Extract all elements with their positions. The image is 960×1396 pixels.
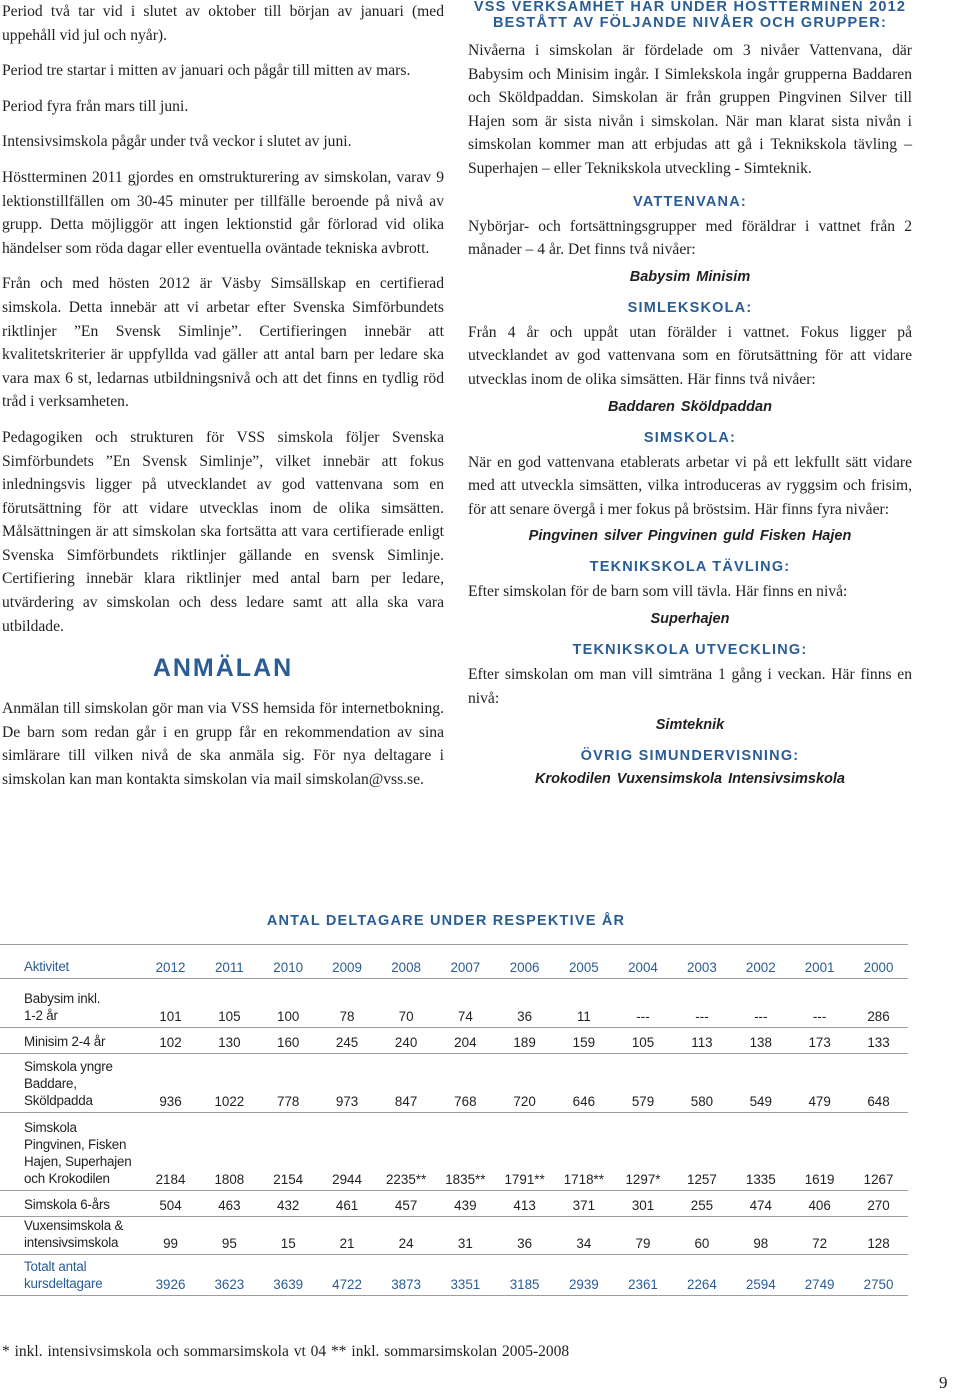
section-text-teknikskola-tavling: Efter simskolan för de barn som vill tävla. Här finns en nivå: bbox=[468, 583, 848, 601]
value-cell: 720 bbox=[513, 1094, 536, 1109]
section-title-ovrig: ÖVRIG SIMUNDERVISNING: bbox=[580, 748, 800, 765]
value-cell: 1267 bbox=[863, 1172, 894, 1187]
value-cell: 21 bbox=[339, 1236, 355, 1251]
value-cell: 270 bbox=[867, 1198, 890, 1213]
paragraph-certification: Från och med hösten 2012 är Väsby Simsällskap en certifierad simskola. Detta innebär att vi arbetar efter Svenska Simförbundets riktlinjer ”En Svensk Simlinje”. Certifieringen innebär att kvalitetskriterier är uppfyllda vad gäller att antal barn per ledare ska vara max 6 st, ledarnas utbildningsnivå och att det finns en tydlig röd tråd i verksamheten. bbox=[2, 275, 444, 411]
value-cell: 3623 bbox=[214, 1277, 245, 1292]
value-cell: 95 bbox=[221, 1236, 237, 1251]
participants-table-body bbox=[0, 945, 908, 1296]
row-label-cell: Aktivitet bbox=[24, 959, 70, 974]
anmalan-heading: ANMÄLAN bbox=[152, 654, 294, 683]
value-cell: 204 bbox=[454, 1035, 477, 1050]
value-cell: 173 bbox=[808, 1035, 831, 1050]
section-text-simlekskola: Från 4 år och uppåt utan förälder i vattnet. Fokus ligger på utvecklandet av god vattenvana som en förutsättning för att vidare utvecklas inom de olika simsätten. Här finns två nivåer: bbox=[468, 323, 912, 388]
value-cell: 98 bbox=[753, 1236, 769, 1251]
row-label-cell: Simskola Pingvinen, Fisken Hajen, Superhajen och Krokodilen bbox=[24, 1120, 132, 1186]
value-cell: 2002 bbox=[745, 960, 776, 975]
value-cell: 2001 bbox=[804, 960, 835, 975]
value-cell: 2184 bbox=[155, 1172, 186, 1187]
value-cell: 101 bbox=[159, 1009, 182, 1024]
paragraph-anmalan: Anmälan till simskolan gör man via VSS hemsida för internetbokning. De barn som redan går i en grupp får en rekommendation av sina simlärare till vilken nivå de ska anmäla sig. För nya deltagare i simskolan kan man kontakta simskolan via mail simskolan@vss.se. bbox=[2, 700, 444, 789]
table-total-row bbox=[0, 1255, 908, 1296]
value-cell: 439 bbox=[454, 1198, 477, 1213]
value-cell: 189 bbox=[513, 1035, 536, 1050]
value-cell: 34 bbox=[576, 1236, 592, 1251]
table-row bbox=[0, 1028, 908, 1054]
value-cell: 138 bbox=[749, 1035, 772, 1050]
row-label-cell: Totalt antal kursdeltagare bbox=[24, 1259, 103, 1291]
value-cell: 1297* bbox=[625, 1172, 661, 1187]
value-cell: 78 bbox=[339, 1009, 355, 1024]
value-cell: 2003 bbox=[687, 960, 717, 975]
footnote: * inkl. intensivsimskola och sommarsimskola vt 04 ** inkl. sommarsimskolan 2005-2008 bbox=[2, 1343, 570, 1360]
value-cell: 105 bbox=[631, 1035, 655, 1050]
paragraph-pedagogy: Pedagogiken och strukturen för VSS simskola följer Svenska Simförbundets ”En Svensk Simlinje”, vilket innebär att fokus inledningsvis ligger på utvecklandet av god vattenvana som en förutsättning för att vidare utvecklas inom de olika simsätten. Målsättningen är att simskolan ska fortsätta att vara certifierade enligt Svenska Simförbundets riktlinjer gällande en svensk Simlinje. Certifiering innebär klara riktlinjer med antal barn per ledare, utvärdering av simskolan och dess ledare samt att alla ska vara utbildade. bbox=[2, 428, 444, 635]
value-cell: 461 bbox=[335, 1198, 359, 1213]
row-label-cell: Minisim 2-4 år bbox=[24, 1034, 106, 1049]
value-cell: 2007 bbox=[450, 960, 481, 975]
value-cell: 2006 bbox=[509, 960, 540, 975]
value-cell: 768 bbox=[454, 1094, 477, 1109]
paragraph-period-two: Period två tar vid i slutet av oktober till början av januari (med uppehåll vid jul och nyår). bbox=[2, 3, 444, 44]
section-text-teknikskola-utveckling: Efter simskolan om man vill simträna 1 gång i veckan. Här finns en nivå: bbox=[468, 665, 912, 707]
value-cell: 133 bbox=[867, 1035, 890, 1050]
levels-teknikskola-utveckling: Simteknik bbox=[655, 717, 725, 734]
value-cell: 2011 bbox=[214, 960, 244, 975]
value-cell: --- bbox=[636, 1009, 650, 1024]
value-cell: 479 bbox=[808, 1094, 831, 1109]
section-title-simskola: SIMSKOLA: bbox=[643, 429, 737, 446]
value-cell: 60 bbox=[694, 1236, 710, 1251]
value-cell: 1257 bbox=[687, 1172, 717, 1187]
value-cell: 2004 bbox=[628, 960, 658, 975]
value-cell: 1808 bbox=[214, 1172, 245, 1187]
value-cell: 2594 bbox=[745, 1277, 776, 1292]
value-cell: 371 bbox=[572, 1198, 596, 1213]
row-label-cell: Vuxensimskola & intensivsimskola bbox=[24, 1218, 124, 1250]
value-cell: 2235** bbox=[385, 1172, 427, 1187]
value-cell: 3351 bbox=[450, 1277, 481, 1292]
value-cell: 2264 bbox=[687, 1277, 717, 1292]
participants-table bbox=[0, 944, 908, 1296]
value-cell: 79 bbox=[635, 1236, 651, 1251]
value-cell: 2749 bbox=[804, 1277, 835, 1292]
right-column bbox=[468, 0, 912, 795]
table-row bbox=[0, 1191, 908, 1217]
value-cell: 36 bbox=[517, 1236, 533, 1251]
levels-simskola: Pingvinen silver Pingvinen guld Fisken Hajen bbox=[528, 528, 852, 545]
levels-simlekskola: Baddaren Sköldpaddan bbox=[608, 398, 772, 415]
value-cell: 113 bbox=[691, 1035, 713, 1050]
value-cell: 549 bbox=[749, 1094, 772, 1109]
left-column bbox=[2, 0, 444, 804]
value-cell: 24 bbox=[398, 1236, 414, 1251]
row-label-cell: Simskola yngre Baddare, Sköldpadda bbox=[24, 1059, 113, 1108]
value-cell: 847 bbox=[394, 1094, 418, 1109]
value-cell: 4722 bbox=[332, 1277, 362, 1292]
paragraph-period-four: Period fyra från mars till juni. bbox=[2, 97, 189, 115]
value-cell: 2009 bbox=[332, 960, 362, 975]
value-cell: 15 bbox=[280, 1236, 296, 1251]
value-cell: 504 bbox=[159, 1198, 182, 1213]
value-cell: 2008 bbox=[391, 960, 421, 975]
value-cell: 2939 bbox=[568, 1277, 599, 1292]
levels-heading: VSS VERKSAMHET HAR UNDER HÖSTTERMINEN 2012 BESTÅTT AV FÖLJANDE NIVÅER OCH GRUPPER: bbox=[473, 0, 907, 31]
table-header-row bbox=[0, 945, 908, 979]
value-cell: 2000 bbox=[863, 960, 894, 975]
value-cell: 3639 bbox=[273, 1277, 304, 1292]
value-cell: --- bbox=[812, 1009, 827, 1024]
value-cell: 579 bbox=[631, 1094, 655, 1109]
value-cell: 648 bbox=[867, 1094, 890, 1109]
value-cell: 128 bbox=[867, 1236, 890, 1251]
value-cell: 474 bbox=[749, 1198, 772, 1213]
value-cell: 11 bbox=[576, 1009, 591, 1024]
value-cell: 160 bbox=[277, 1035, 300, 1050]
page-number: 9 bbox=[939, 1373, 948, 1392]
value-cell: 2012 bbox=[155, 960, 186, 975]
value-cell: 2750 bbox=[863, 1277, 894, 1292]
value-cell: 100 bbox=[277, 1009, 300, 1024]
value-cell: 74 bbox=[457, 1009, 473, 1024]
value-cell: 255 bbox=[690, 1198, 714, 1213]
value-cell: 2154 bbox=[273, 1172, 304, 1187]
value-cell: 778 bbox=[277, 1094, 300, 1109]
value-cell: 432 bbox=[277, 1198, 300, 1213]
value-cell: --- bbox=[695, 1009, 709, 1024]
value-cell: 36 bbox=[517, 1009, 533, 1024]
value-cell: 936 bbox=[159, 1094, 182, 1109]
value-cell: 286 bbox=[867, 1009, 890, 1024]
value-cell: 2010 bbox=[273, 960, 304, 975]
value-cell: 3926 bbox=[155, 1277, 186, 1292]
value-cell: --- bbox=[754, 1009, 768, 1024]
section-text-simskola: När en god vattenvana etablerats arbetar vi på ett lekfullt sätt vidare med att utveckla simsätten, vilka introduceras av ryggsim och frisim, för att senare övergå i mer fokus på bröstsim. Här finns fyra nivåer: bbox=[468, 453, 912, 518]
row-label-cell: Simskola 6-års bbox=[24, 1197, 110, 1212]
paragraph-restructuring: Höstterminen 2011 gjordes en omstrukturering av simskolan, varav 9 lektionstillfällen om 30-45 minuter per tillfälle beroende på nivå av grupp. Detta möjliggör att ingen lektionstid går förlorad vid olika händelser som röda dagar eller eventuella oväntade tekniska avbrott. bbox=[2, 168, 444, 257]
value-cell: 70 bbox=[398, 1009, 414, 1024]
value-cell: 301 bbox=[631, 1198, 655, 1213]
value-cell: 245 bbox=[335, 1035, 359, 1050]
value-cell: 1022 bbox=[214, 1094, 245, 1109]
section-text-vattenvana: Nybörjar- och fortsättningsgrupper med föräldrar i vattnet från 2 månader – 4 år. Det finns två nivåer: bbox=[468, 217, 912, 259]
table-row bbox=[0, 1054, 908, 1113]
value-cell: 406 bbox=[808, 1198, 831, 1213]
levels-ovrig: Krokodilen Vuxensimskola Intensivsimskola bbox=[535, 771, 845, 788]
value-cell: 159 bbox=[572, 1035, 596, 1050]
value-cell: 1718** bbox=[563, 1172, 604, 1187]
section-title-vattenvana: VATTENVANA: bbox=[633, 193, 747, 210]
value-cell: 102 bbox=[159, 1035, 182, 1050]
paragraph-intensive: Intensivsimskola pågår under två veckor i slutet av juni. bbox=[2, 133, 352, 151]
value-cell: 2944 bbox=[332, 1172, 362, 1187]
section-title-teknikskola-utveckling: TEKNIKSKOLA UTVECKLING: bbox=[572, 641, 808, 658]
value-cell: 72 bbox=[812, 1236, 828, 1251]
value-cell: 3873 bbox=[391, 1277, 421, 1292]
value-cell: 130 bbox=[218, 1035, 241, 1050]
levels-teknikskola-tavling: Superhajen bbox=[650, 610, 730, 627]
value-cell: 413 bbox=[513, 1198, 536, 1213]
value-cell: 973 bbox=[335, 1094, 359, 1109]
value-cell: 2005 bbox=[568, 960, 599, 975]
value-cell: 240 bbox=[394, 1035, 418, 1050]
value-cell: 463 bbox=[218, 1198, 241, 1213]
table-title: ANTAL DELTAGARE UNDER RESPEKTIVE ÅR bbox=[266, 913, 626, 929]
section-title-teknikskola-tavling: TEKNIKSKOLA TÄVLING: bbox=[589, 559, 791, 576]
value-cell: 457 bbox=[394, 1198, 418, 1213]
paragraph-period-three: Period tre startar i mitten av januari och pågår till mitten av mars. bbox=[2, 62, 411, 80]
value-cell: 99 bbox=[163, 1236, 178, 1251]
value-cell: 31 bbox=[457, 1236, 473, 1251]
value-cell: 2361 bbox=[628, 1277, 658, 1292]
section-title-simlekskola: SIMLEKSKOLA: bbox=[627, 299, 753, 316]
value-cell: 646 bbox=[572, 1094, 596, 1109]
levels-intro: Nivåerna i simskolan är fördelade om 3 nivåer Vattenvana, där Babysim och Minisim ingår. I Simlekskola ingår grupperna Baddaren och Sköldpaddan. Simskolan är från gruppen Pingvinen Silver till Hajen som är sista nivån i simskolan. När man klarat sista nivån i simskolan kommer man att erbjudas att gå i Teknikskola tävling – Superhajen – eller Teknikskola utveckling - Simteknik. bbox=[468, 42, 912, 177]
value-cell: 105 bbox=[218, 1009, 241, 1024]
value-cell: 1835** bbox=[445, 1172, 486, 1187]
table-row bbox=[0, 979, 908, 1028]
value-cell: 1791** bbox=[504, 1172, 545, 1187]
value-cell: 1619 bbox=[804, 1172, 835, 1187]
value-cell: 580 bbox=[690, 1094, 714, 1109]
levels-vattenvana: Babysim Minisim bbox=[629, 268, 751, 285]
value-cell: 1335 bbox=[745, 1172, 776, 1187]
value-cell: 3185 bbox=[509, 1277, 540, 1292]
table-row bbox=[0, 1217, 908, 1255]
row-label-cell: Babysim inkl. 1-2 år bbox=[24, 991, 101, 1023]
table-row bbox=[0, 1113, 908, 1191]
